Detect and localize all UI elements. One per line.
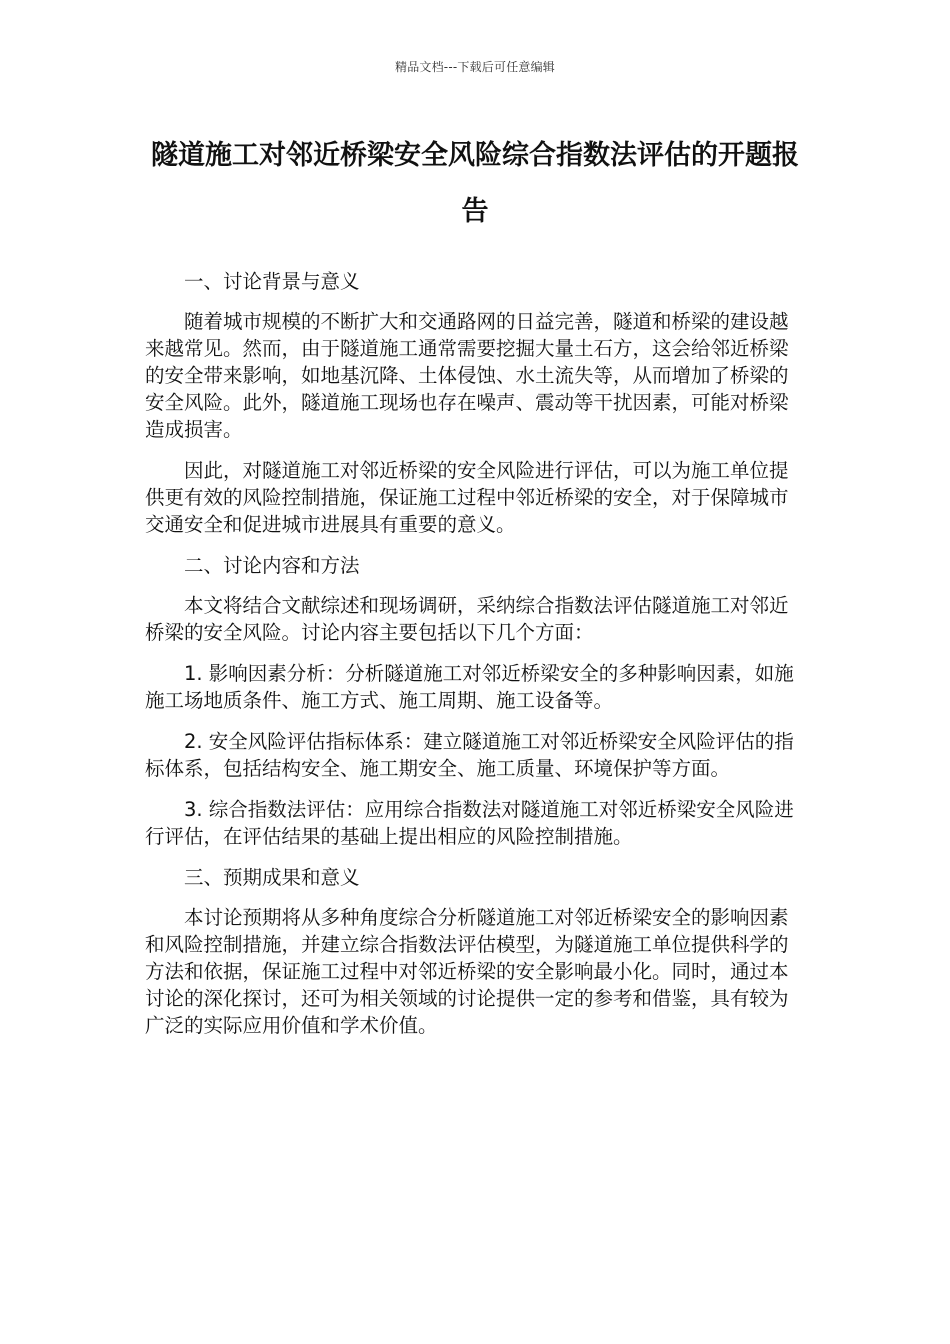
section-heading-content-method: 二、讨论内容和方法 xyxy=(184,554,360,577)
body-paragraph: 本讨论预期将从多种角度综合分析隧道施工对邻近桥梁安全的影响因素和风险控制措施，并建立综合指数法评估模型，为隧道施工单位提供科学的方法和依据，保证施工过程中对邻近桥梁的安全影响最小化。同时，通过本讨论的深化探讨，还可为相关领域的讨论提供一定的参考和借鉴，具有较为广泛的实际应用价值和学术价值。 xyxy=(145,906,789,1037)
list-item: 3. 综合指数法评估：应用综合指数法对隧道施工对邻近桥梁安全风险进行评估，在评估结果的基础上提出相应的风险控制措施。 xyxy=(145,798,794,848)
document-title: 隧道施工对邻近桥梁安全风险综合指数法评估的开题报告 xyxy=(151,140,799,227)
header-note: 精品文档---下载后可任意编辑 xyxy=(395,60,555,74)
document-body xyxy=(145,268,800,1053)
body-paragraph: 随着城市规模的不断扩大和交通路网的日益完善，隧道和桥梁的建设越来越常见。然而，由于隧道施工通常需要挖掘大量土石方，这会给邻近桥梁的安全带来影响，如地基沉降、土体侵蚀、水土流失等，从而增加了桥梁的安全风险。此外，隧道施工现场也存在噪声、震动等干扰因素，可能对桥梁造成损害。 xyxy=(145,310,789,441)
section-heading-expected-results: 三、预期成果和意义 xyxy=(184,866,360,889)
list-item: 2. 安全风险评估指标体系：建立隧道施工对邻近桥梁安全风险评估的指标体系，包括结构安全、施工期安全、施工质量、环境保护等方面。 xyxy=(145,730,794,780)
section-heading-background: 一、讨论背景与意义 xyxy=(184,270,360,293)
list-item: 1. 影响因素分析：分析隧道施工对邻近桥梁安全的多种影响因素，如施施工场地质条件、施工方式、施工周期、施工设备等。 xyxy=(145,662,794,712)
body-paragraph: 因此，对隧道施工对邻近桥梁的安全风险进行评估，可以为施工单位提供更有效的风险控制措施，保证施工过程中邻近桥梁的安全，对于保障城市交通安全和促进城市进展具有重要的意义。 xyxy=(145,459,789,536)
body-paragraph: 本文将结合文献综述和现场调研，采纳综合指数法评估隧道施工对邻近桥梁的安全风险。讨论内容主要包括以下几个方面： xyxy=(145,594,789,644)
